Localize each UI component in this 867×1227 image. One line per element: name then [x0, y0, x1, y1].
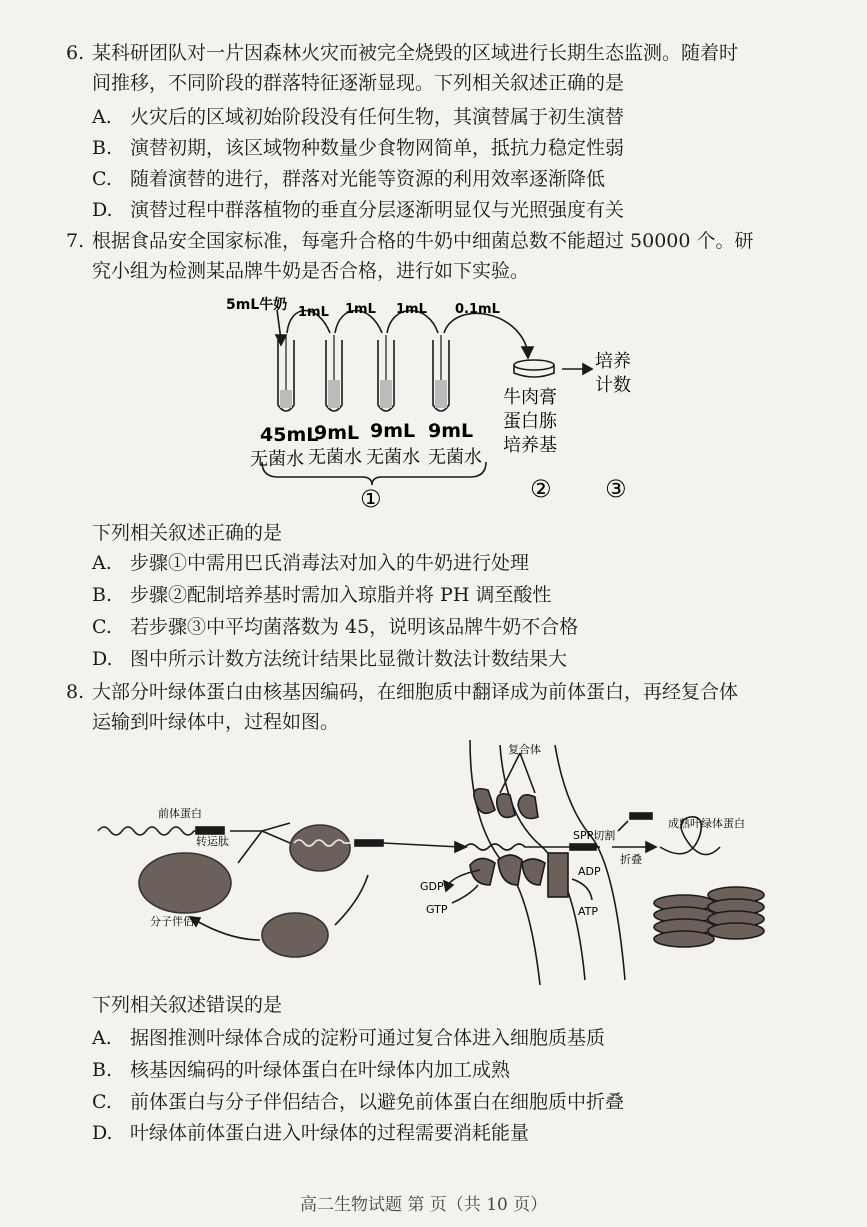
- option-text: 演替过程中群落植物的垂直分层逐渐明显仅与光照强度有关: [130, 199, 625, 221]
- option-text: 图中所示计数方法统计结果比显微计数法计数结果大: [130, 648, 568, 670]
- cleaved-peptide: [630, 813, 652, 819]
- option-text: 火灾后的区域初始阶段没有任何生物，其演替属于初生演替: [130, 106, 625, 128]
- option-b[interactable]: [92, 580, 551, 610]
- tube-liquid: [280, 380, 447, 408]
- culture-label: 培养: [595, 351, 631, 372]
- option-text: 步骤①中需用巴氏消毒法对加入的牛奶进行处理: [130, 552, 530, 574]
- adp-label: ADP: [578, 865, 601, 878]
- precursor-label: 前体蛋白: [158, 807, 202, 820]
- option-text: 若步骤③中平均菌落数为 45，说明该品牌牛奶不合格: [130, 616, 579, 638]
- option-letter: A.: [92, 1027, 112, 1049]
- option-letter: D.: [92, 648, 113, 670]
- chaperone-complex: [290, 825, 350, 871]
- option-letter: A.: [92, 552, 112, 574]
- complex-label: 复合体: [508, 743, 541, 756]
- chaperone-label: 分子伴侣: [150, 915, 194, 928]
- question-prompt: 下列相关叙述错误的是: [92, 994, 283, 1016]
- complex-unit: [518, 795, 538, 819]
- volume-label: 9mL: [428, 420, 474, 442]
- option-letter: C.: [92, 1091, 112, 1113]
- option-b[interactable]: [92, 1055, 510, 1085]
- atp-arrow: [572, 879, 592, 900]
- transfer-label: 0.1mL: [455, 302, 500, 317]
- cleave-arrow: [618, 821, 628, 831]
- transfer-curve: [444, 313, 528, 353]
- spp-label: SPP切割: [573, 829, 616, 842]
- fold-label: 折叠: [620, 853, 642, 866]
- option-a[interactable]: [92, 548, 529, 578]
- question-number: 6.: [66, 42, 85, 64]
- option-a[interactable]: [92, 1023, 605, 1053]
- option-letter: D.: [92, 199, 113, 221]
- thylakoid: [654, 931, 714, 947]
- option-text: 演替初期，该区域物种数量少食物网简单，抵抗力稳定性弱: [130, 137, 625, 159]
- transit-peptide: [196, 827, 224, 834]
- question-8-stem: [66, 677, 816, 737]
- milk-label: 5mL牛奶: [226, 297, 288, 313]
- option-letter: B.: [92, 1059, 113, 1081]
- complex-unit: [498, 855, 522, 885]
- option-letter: B.: [92, 584, 113, 606]
- question-text: 根据食品安全国家标准，每毫升合格的牛奶中细菌总数不能超过 50000 个。研: [92, 230, 754, 252]
- option-b[interactable]: [92, 133, 624, 163]
- option-text: 核基因编码的叶绿体蛋白在叶绿体内加工成熟: [130, 1059, 511, 1081]
- page-footer: 高二生物试题 第 页（共 10 页）: [300, 1195, 548, 1215]
- pointer-line: [520, 753, 535, 793]
- question-prompt: 下列相关叙述正确的是: [92, 522, 283, 544]
- water-label: 无菌水: [366, 447, 420, 468]
- culture-label: 计数: [595, 375, 631, 396]
- atp-label: ATP: [578, 905, 599, 918]
- option-text: 叶绿体前体蛋白进入叶绿体的过程需要消耗能量: [130, 1122, 530, 1144]
- question-text-cont: 究小组为检测某品牌牛奶是否合格，进行如下实验。: [92, 260, 530, 282]
- option-letter: A.: [92, 106, 112, 128]
- question-text-cont: 间推移，不同阶段的群落特征逐渐显现。下列相关叙述正确的是: [92, 72, 625, 94]
- volume-label: 9mL: [370, 420, 416, 442]
- transfer-label: 1mL: [298, 305, 329, 320]
- gtp-label: GTP: [426, 903, 448, 916]
- thylakoid: [708, 923, 764, 939]
- transfer-label: 1mL: [396, 302, 427, 317]
- option-a[interactable]: [92, 102, 624, 132]
- option-d[interactable]: [92, 644, 567, 674]
- question-6-stem: [66, 38, 816, 98]
- question-text-cont: 运输到叶绿体中，过程如图。: [92, 711, 340, 733]
- return-arrow: [195, 920, 260, 940]
- transfer-label: 1mL: [345, 302, 376, 317]
- dilution-diagram: [0, 285, 867, 525]
- step-marker: ②: [530, 475, 552, 503]
- to-complex-line: [383, 843, 460, 847]
- petri-dish-side: [514, 365, 554, 377]
- complex-unit: [522, 859, 545, 885]
- complex-unit: [497, 794, 515, 818]
- water-label: 无菌水: [308, 447, 362, 468]
- transit-label: 转运肽: [196, 835, 229, 848]
- option-c[interactable]: [92, 1087, 624, 1117]
- petri-dish: [514, 360, 554, 370]
- volume-label: 9mL: [314, 422, 360, 444]
- option-letter: C.: [92, 168, 112, 190]
- step-marker: ①: [360, 485, 382, 513]
- motor-protein: [548, 853, 568, 897]
- option-text: 前体蛋白与分子伴侣结合，以避免前体蛋白在细胞质中折叠: [130, 1091, 625, 1113]
- option-text: 步骤②配制培养基时需加入琼脂并将 PH 调至酸性: [130, 584, 552, 606]
- question-number: 7.: [66, 230, 85, 252]
- medium-label: 牛肉膏: [503, 387, 557, 408]
- question-text: 某科研团队对一片因森林火灾而被完全烧毁的区域进行长期生态监测。随着时: [92, 42, 739, 64]
- option-letter: B.: [92, 137, 113, 159]
- question-7-stem: [66, 226, 816, 286]
- option-d[interactable]: [92, 1118, 529, 1148]
- mature-label: 成熟叶绿体蛋白: [668, 817, 745, 830]
- option-text: 随着演替的进行，群落对光能等资源的利用效率逐渐降低: [130, 168, 606, 190]
- gdp-label: GDP: [420, 880, 444, 893]
- question-text: 大部分叶绿体蛋白由核基因编码，在细胞质中翻译成为前体蛋白，再经复合体: [92, 681, 739, 703]
- arrow-head: [522, 347, 533, 358]
- arrow-head: [583, 364, 592, 374]
- medium-label: 培养基: [503, 435, 557, 456]
- released-chaperone: [262, 913, 328, 957]
- release-arrow: [335, 875, 368, 925]
- step-marker: ③: [605, 475, 627, 503]
- water-label: 无菌水: [250, 449, 304, 470]
- merge-line: [230, 823, 290, 831]
- water-label: 无菌水: [428, 447, 482, 468]
- question-number: 8.: [66, 681, 85, 703]
- chaperone: [139, 853, 231, 913]
- option-d[interactable]: [92, 195, 624, 225]
- medium-label: 蛋白胨: [503, 411, 557, 432]
- volume-label: 45mL: [260, 424, 319, 446]
- option-c[interactable]: [92, 164, 605, 194]
- option-text: 据图推测叶绿体合成的淀粉可通过复合体进入细胞质基质: [130, 1027, 606, 1049]
- precursor-wave: [98, 827, 196, 835]
- gtp-arrow: [452, 885, 478, 903]
- option-letter: C.: [92, 616, 112, 638]
- option-letter: D.: [92, 1122, 113, 1144]
- protein-import-diagram: [0, 735, 867, 990]
- merge-line: [238, 831, 262, 863]
- transit-peptide: [355, 840, 383, 846]
- option-c[interactable]: [92, 612, 578, 642]
